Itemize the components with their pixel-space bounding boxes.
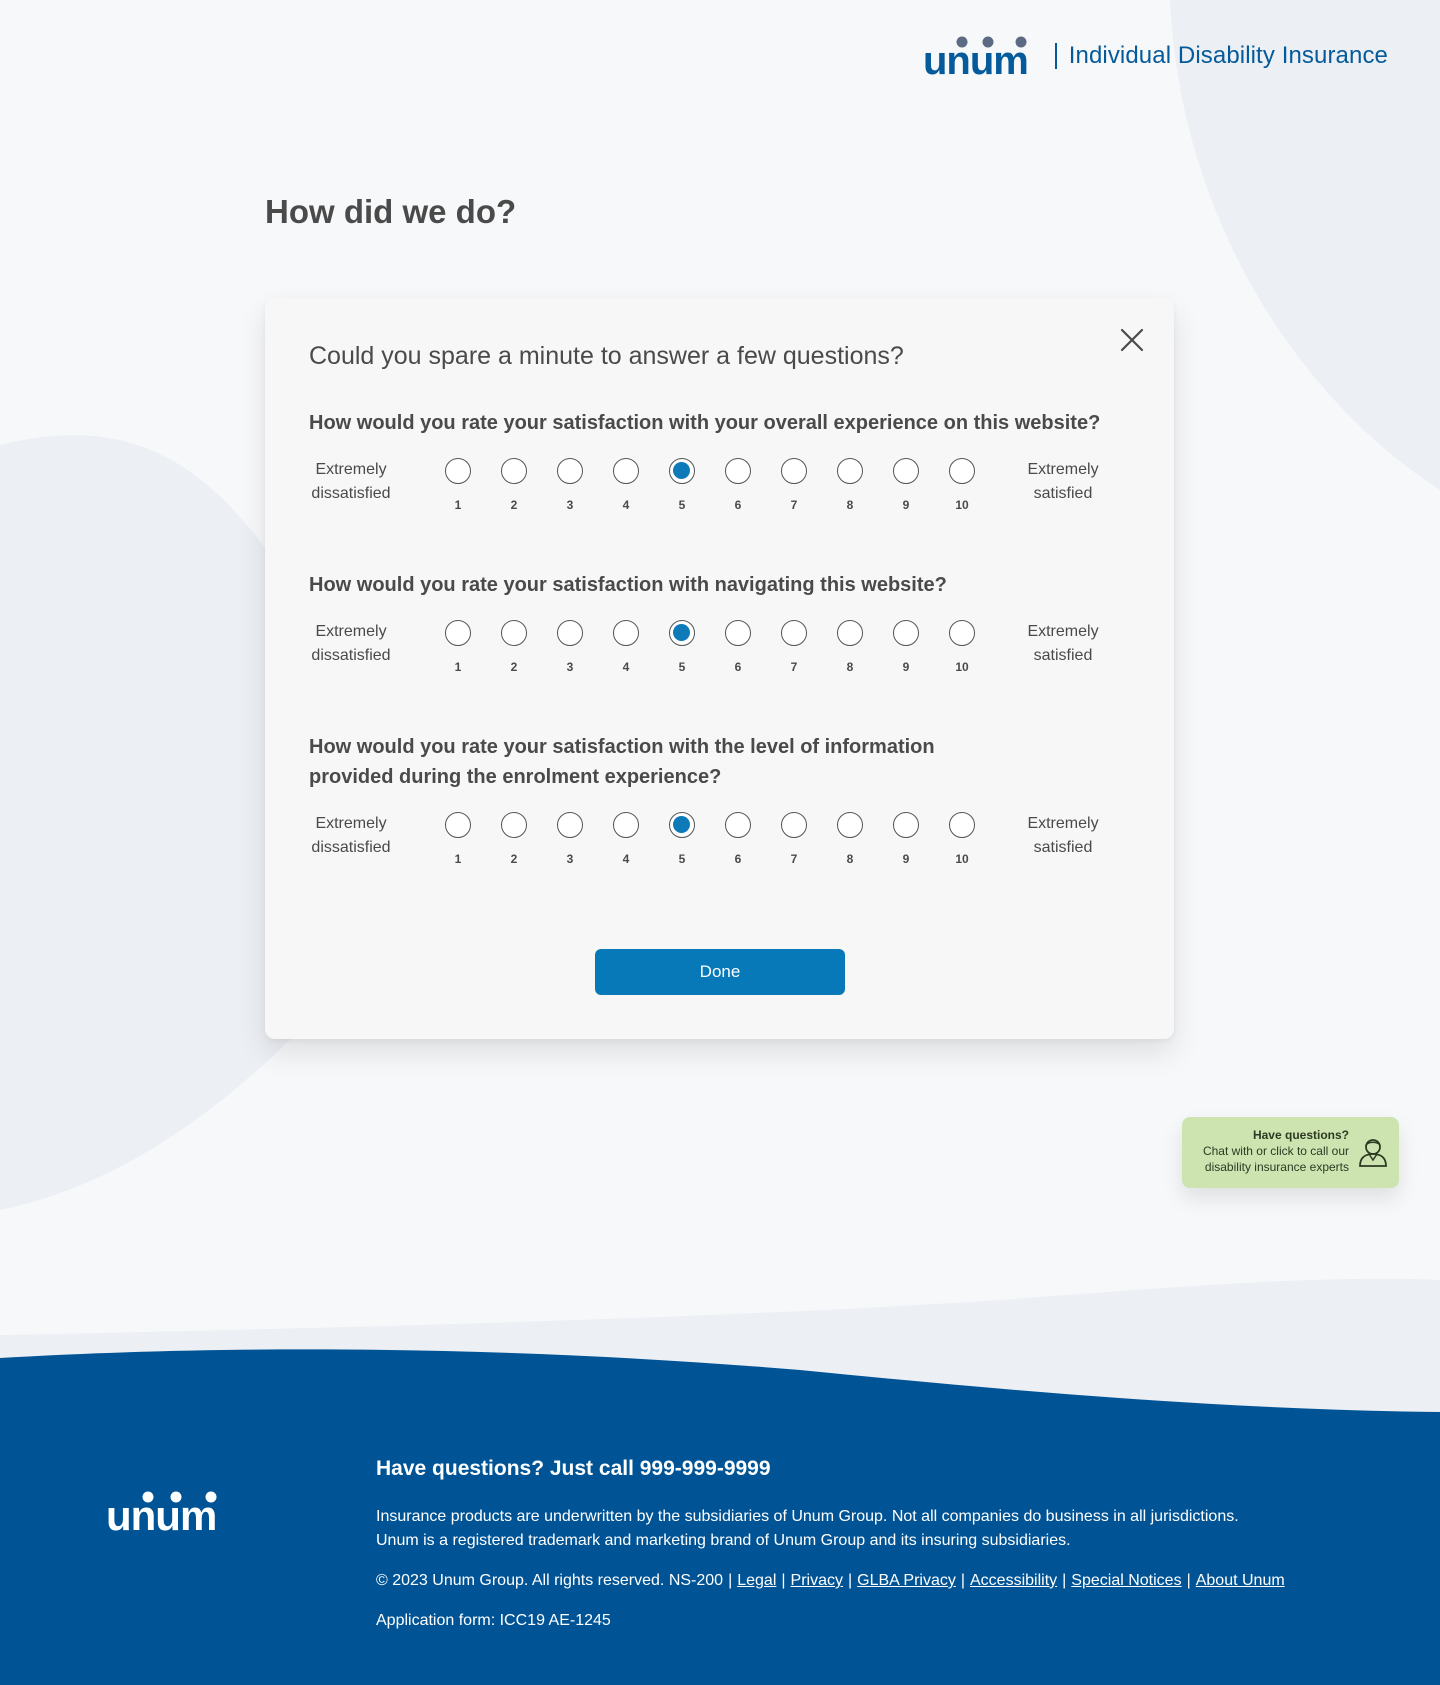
rating-radio-6[interactable] (725, 458, 751, 484)
rating-radio-10[interactable] (949, 458, 975, 484)
rating-number: 6 (734, 660, 742, 674)
chat-line-2: disability insurance experts (1204, 1160, 1349, 1174)
chat-line-1: Chat with or click to call our (1202, 1144, 1349, 1158)
rating-radio-8[interactable] (837, 812, 863, 838)
rating-number: 8 (846, 498, 854, 512)
rating-scale (309, 458, 1129, 518)
application-form: Application form: ICC19 AE-1245 (376, 1612, 611, 1629)
scale-label-max (1023, 812, 1103, 860)
footer-link-about-unum[interactable]: About Unum (1195, 1572, 1285, 1589)
rating-radio-6[interactable] (725, 812, 751, 838)
rating-number: 6 (734, 498, 742, 512)
rating-number: 5 (678, 852, 686, 866)
rating-number: 3 (566, 852, 574, 866)
chat-title: Have questions? (1252, 1128, 1349, 1142)
rating-radio-10[interactable] (949, 812, 975, 838)
rating-scale (309, 620, 1129, 680)
scale-label-min-line: Extremely (315, 815, 387, 832)
close-button[interactable] (1118, 326, 1146, 354)
agent-icon (1357, 1137, 1389, 1167)
rating-number: 3 (566, 498, 574, 512)
rating-radio-4[interactable] (613, 620, 639, 646)
rating-radio-3[interactable] (557, 458, 583, 484)
rating-radio-4[interactable] (613, 812, 639, 838)
footer-link-privacy[interactable]: Privacy (790, 1572, 843, 1589)
rating-radio-7[interactable] (781, 620, 807, 646)
question-text-line: How would you rate your satisfaction with navigating this website? (309, 574, 947, 596)
rating-radio-9[interactable] (893, 458, 919, 484)
rating-radio-8[interactable] (837, 620, 863, 646)
rating-number: 9 (902, 498, 910, 512)
copyright-text: © 2023 Unum Group. All rights reserved. NS-200 (376, 1572, 724, 1589)
rating-number: 7 (790, 660, 798, 674)
scale-label-min-line: dissatisfied (311, 839, 391, 856)
rating-radio-10[interactable] (949, 620, 975, 646)
unum-logo[interactable] (923, 36, 1043, 76)
rating-number: 10 (955, 498, 969, 512)
rating-number: 7 (790, 852, 798, 866)
rating-radio-2[interactable] (501, 620, 527, 646)
question-text (309, 570, 1129, 600)
site-header (923, 36, 1388, 76)
rating-radio-7[interactable] (781, 458, 807, 484)
rating-radio-7[interactable] (781, 812, 807, 838)
rating-number: 8 (846, 852, 854, 866)
footer-disclaimer: Insurance products are underwritten by the subsidiaries of Unum Group. Not all companies do business in all jurisdictions. Unum is a registered trademark and marketing brand of Unum Group and its insuring subsidiaries. (376, 1508, 1239, 1549)
rating-number: 4 (622, 660, 630, 674)
survey-intro: Could you spare a minute to answer a few questions? (309, 342, 904, 370)
site-footer (0, 1340, 1440, 1685)
chat-text (1203, 1127, 1349, 1175)
question-text (309, 732, 1129, 792)
question-text (309, 408, 1129, 438)
close-icon (1120, 328, 1144, 352)
rating-radio-1[interactable] (445, 812, 471, 838)
done-button[interactable]: Done (595, 949, 845, 995)
rating-number: 8 (846, 660, 854, 674)
footer-link-glba-privacy[interactable]: GLBA Privacy (857, 1572, 956, 1589)
scale-label-max-line: Extremely (1027, 815, 1099, 832)
scale-label-max-line: satisfied (1033, 485, 1093, 502)
rating-number: 5 (678, 498, 686, 512)
survey-question (309, 732, 1129, 872)
footer-heading: Have questions? Just call 999-999-9999 (376, 1457, 771, 1480)
scale-label-min (309, 812, 393, 860)
logo-wordmark: unum (922, 39, 1028, 76)
rating-number: 3 (566, 660, 574, 674)
product-name: Individual Disability Insurance (1068, 42, 1388, 69)
survey-modal (265, 298, 1174, 1039)
scale-label-max (1023, 458, 1103, 506)
rating-radio-4[interactable] (613, 458, 639, 484)
footer-legal: © 2023 Unum Group. All rights reserved. NS-200 | Legal | Privacy | GLBA Privacy | Accessibility | Special Notices | About Unum (376, 1572, 1285, 1589)
rating-number: 1 (454, 660, 462, 674)
rating-number: 4 (622, 498, 630, 512)
footer-link-legal[interactable]: Legal (737, 1572, 777, 1589)
footer-unum-logo[interactable] (106, 1490, 241, 1532)
rating-radio-9[interactable] (893, 620, 919, 646)
scale-label-max-line: satisfied (1033, 647, 1093, 664)
rating-number: 10 (955, 852, 969, 866)
question-text-line: How would you rate your satisfaction with the level of information (309, 736, 935, 758)
chat-widget[interactable] (1182, 1117, 1399, 1188)
rating-number: 5 (678, 660, 686, 674)
rating-radio-1[interactable] (445, 458, 471, 484)
rating-number: 6 (734, 852, 742, 866)
scale-label-min (309, 458, 393, 506)
rating-number: 2 (510, 660, 518, 674)
rating-number: 4 (622, 852, 630, 866)
scale-label-min-line: Extremely (315, 461, 387, 478)
scale-label-min-line: Extremely (315, 623, 387, 640)
rating-number: 9 (902, 660, 910, 674)
scale-label-max-line: Extremely (1027, 623, 1099, 640)
scale-label-max-line: satisfied (1033, 839, 1093, 856)
rating-radio-6[interactable] (725, 620, 751, 646)
rating-scale (309, 812, 1129, 872)
question-text-line: provided during the enrolment experience? (309, 766, 722, 788)
footer-link-special-notices[interactable]: Special Notices (1071, 1572, 1182, 1589)
survey-question (309, 408, 1129, 518)
rating-number: 1 (454, 498, 462, 512)
survey-question (309, 570, 1129, 680)
question-text-line: How would you rate your satisfaction with your overall experience on this website? (309, 412, 1101, 434)
rating-radio-1[interactable] (445, 620, 471, 646)
rating-number: 9 (902, 852, 910, 866)
rating-radio-8[interactable] (837, 458, 863, 484)
footer-links: Legal | Privacy | GLBA Privacy | Accessibility | Special Notices | About Unum (737, 1572, 1285, 1589)
rating-number: 10 (955, 660, 969, 674)
scale-label-min (309, 620, 393, 668)
rating-number: 7 (790, 498, 798, 512)
footer-link-accessibility[interactable]: Accessibility (970, 1572, 1058, 1589)
rating-radio-9[interactable] (893, 812, 919, 838)
rating-number: 2 (510, 852, 518, 866)
rating-radio-2[interactable] (501, 812, 527, 838)
rating-number: 1 (454, 852, 462, 866)
rating-radio-3[interactable] (557, 812, 583, 838)
page-title: How did we do? (265, 193, 517, 230)
header-divider (1055, 43, 1057, 69)
scale-label-min-line: dissatisfied (311, 485, 391, 502)
footer-logo-wordmark: unum (106, 1492, 217, 1532)
rating-radio-3[interactable] (557, 620, 583, 646)
rating-radio-2[interactable] (501, 458, 527, 484)
scale-label-max-line: Extremely (1027, 461, 1099, 478)
scale-label-max (1023, 620, 1103, 668)
rating-number: 2 (510, 498, 518, 512)
rating-radio-5[interactable] (669, 458, 695, 484)
rating-radio-5[interactable] (669, 812, 695, 838)
rating-radio-5[interactable] (669, 620, 695, 646)
scale-label-min-line: dissatisfied (311, 647, 391, 664)
footer-content (376, 1457, 1376, 1633)
